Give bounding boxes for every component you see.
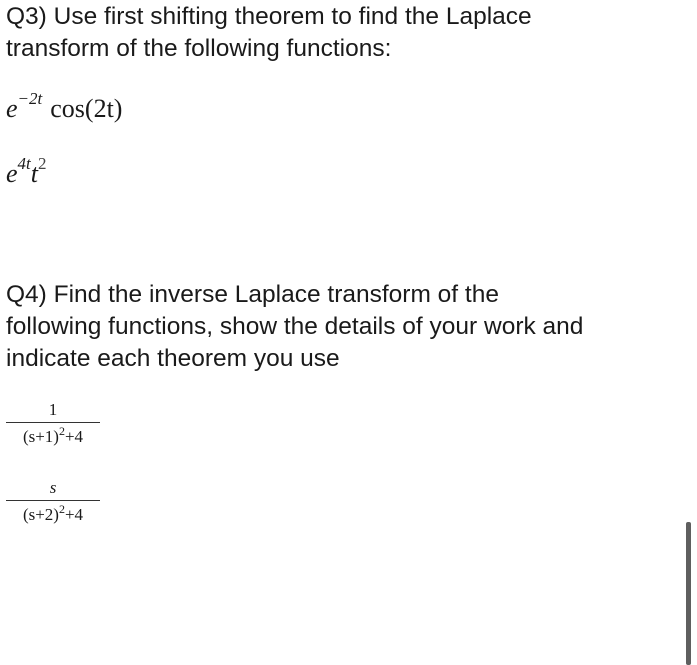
question-4-text <box>6 279 583 375</box>
fraction-1-den-power: 2 <box>58 424 65 438</box>
question-4-line-3: indicate each theorem you use <box>6 345 340 372</box>
fraction-1-den-base: (s+1) <box>22 427 59 446</box>
q3-function-exp-power <box>6 154 47 194</box>
q4-fraction-2 <box>6 477 100 527</box>
question-4-line-1: Q4) Find the inverse Laplace transform of the <box>6 281 499 308</box>
f2-base: e <box>6 159 18 188</box>
fraction-2-numerator: s <box>49 478 57 497</box>
fraction-2-den-power: 2 <box>58 502 65 516</box>
question-3-line-1: Q3) Use first shifting theorem to find the Laplace <box>6 3 532 30</box>
f2-power: 2 <box>38 154 47 173</box>
q3-function-exp-cos <box>6 89 123 129</box>
f1-argument: (2t) <box>84 94 123 123</box>
fraction-1-bar <box>6 422 100 423</box>
vertical-scrollbar[interactable] <box>686 522 691 665</box>
f2-variable: t <box>30 159 39 188</box>
fraction-2-den-base: (s+2) <box>22 505 59 524</box>
question-4-line-2: following functions, show the details of your work and <box>6 313 584 340</box>
f1-exponent: −2t <box>17 89 43 108</box>
f1-base: e <box>6 94 18 123</box>
f2-exponent: 4t <box>17 154 31 173</box>
fraction-1-denominator <box>6 425 100 449</box>
fraction-2-bar <box>6 500 100 501</box>
fraction-2-denominator <box>6 503 100 527</box>
question-3-line-2: transform of the following functions: <box>6 35 392 62</box>
f1-trig: cos <box>50 94 85 123</box>
fraction-1-den-tail: +4 <box>64 427 84 446</box>
fraction-1-numerator: 1 <box>48 400 58 419</box>
fraction-2-den-tail: +4 <box>64 505 84 524</box>
question-3-text <box>6 1 532 65</box>
q4-fraction-1 <box>6 399 100 449</box>
